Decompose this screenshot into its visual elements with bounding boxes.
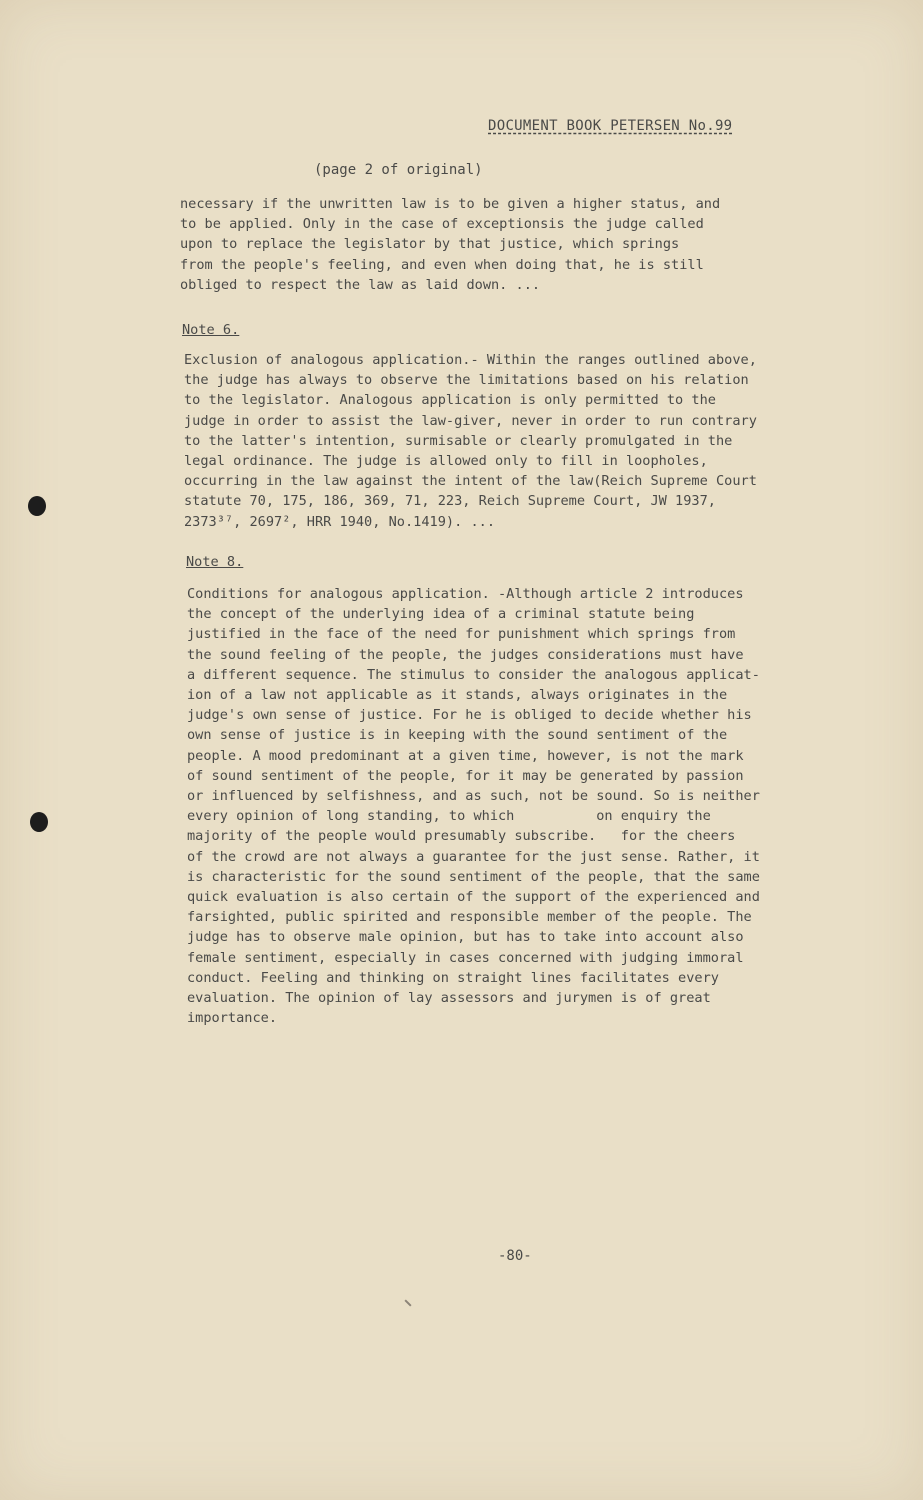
paragraph-continuation: necessary if the unwritten law is to be given a higher status, and to be applied. Only in the case of exceptionsis the judge called upon to replace the legislator by that justice, which springs from the people's feeling, and even when doing that, he is still obliged to respect the law as laid down. ... <box>180 196 721 293</box>
note-6-heading: Note 6. <box>182 322 240 338</box>
punch-hole-bottom <box>30 812 48 832</box>
note-6-paragraph: Exclusion of analogous application.- Within the ranges outlined above, the judge has always to observe the limitations based on his relation to the legislator. Analogous application is only permitted to the judge in order to assist the law-giver, never in order to run contrary to the latter's intention, surmisable or clearly promulgated in the legal ordinance. The judge is allowed only to fill in loopholes, occurring in the law against the intent of the law(Reich Supreme Court statute 70, 175, 186, 369, 71, 223, Reich Supreme Court, JW 1937, 2373³⁷, 2697², HRR 1940, No.1419). ... <box>184 352 757 530</box>
page-number: -80- <box>498 1248 532 1264</box>
page-note: (page 2 of original) <box>314 162 483 178</box>
document-reference: DOCUMENT BOOK PETERSEN No.99 <box>488 118 733 134</box>
note-8-heading: Note 8. <box>186 554 244 570</box>
punch-hole-top <box>28 496 46 516</box>
note-8-paragraph: Conditions for analogous application. -Although article 2 introduces the concept of the underlying idea of a criminal statute being justified in the face of the need for punishment which springs from the sound feeling of the people, the judges considerations must have a different sequence. The stimulus to consider the analogous applicat- ion of a law not applicable as it stands, always originates in the judge's own sense of justice. For he is obliged to decide whether his own sense of justice is in keeping with the sound sentiment of the people. A mood predominant at a given time, however, is not the mark of sound sentiment of the people, for it may be generated by passion or influenced by selfishness, and as such, not be sound. So is neither every opinion of long standing, to which on enquiry the majority of the people would presumably subscribe. for the cheers of the crowd are not always a guarantee for the just sense. Rather, it is characteristic for the sound sentiment of the people, that the same quick evaluation is also certain of the support of the experienced and farsighted, public spirited and responsible member of the people. The judge has to observe male opinion, but has to take into account also female sentiment, especially in cases concerned with judging immoral conduct. Feeling and thinking on straight lines facilitates every evaluation. The opinion of lay assessors and jurymen is of great importance. <box>187 586 760 1027</box>
paper-mark <box>404 1299 411 1306</box>
